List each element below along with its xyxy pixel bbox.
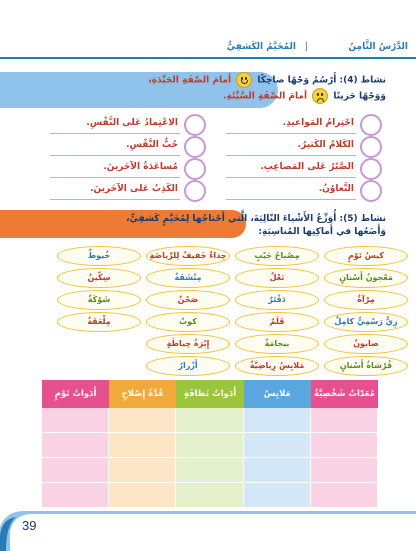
sorting-table <box>42 380 378 508</box>
trait-underline <box>226 177 356 178</box>
item-oval[interactable]: زِيٌّ رَسْمِيٌّ كامِلٌ <box>324 312 408 332</box>
trait-underline <box>50 177 180 178</box>
table-cell[interactable] <box>109 458 176 483</box>
trait-text: الكَذِبُ عَلى الآخَرينَ. <box>90 184 178 194</box>
item-oval[interactable]: حِذاءٌ خَفيفٌ لِلرِّياضَةِ <box>146 246 230 266</box>
page-number: 39 <box>22 518 37 533</box>
table-cell[interactable] <box>311 408 378 433</box>
answer-circle[interactable] <box>360 114 382 136</box>
header-separator: | <box>304 41 308 52</box>
trait-item <box>16 136 206 158</box>
item-oval[interactable]: صَحْنٌ <box>146 290 230 310</box>
item-oval[interactable]: كيسُ نَوْمٍ <box>324 246 408 266</box>
item-oval[interactable]: مَلابِسُ رِياضِيَّةٌ <box>235 356 319 376</box>
sad-face-icon <box>312 88 328 104</box>
footer-wave <box>0 505 416 551</box>
activity5-label: نشاط (5): <box>339 214 386 224</box>
item-oval[interactable]: فُرْشاةُ أَسْنانٍ <box>324 356 408 376</box>
item-oval[interactable]: مِنْشَفَةٌ <box>146 268 230 288</box>
activity4-label: نشاط (4): <box>339 75 386 86</box>
item-oval[interactable]: مِلْعَقَةٌ <box>57 312 141 332</box>
trait-item <box>192 158 382 180</box>
table-cell[interactable] <box>109 433 176 458</box>
trait-text: الصَّبْرُ عَلى المَصاعِبِ. <box>260 162 354 172</box>
table-cell[interactable] <box>176 408 243 433</box>
table-column <box>109 380 176 508</box>
item-oval[interactable]: أَزْرارٌ <box>146 356 230 376</box>
lesson-title: الدَّرْسُ الثَّامِنُ <box>348 42 408 52</box>
trait-item <box>16 114 206 136</box>
trait-text: حُبُّ النَّفْسِ. <box>126 140 178 150</box>
trait-underline <box>50 199 180 200</box>
trait-text: احْتِرامُ المَواعيدِ. <box>282 118 354 128</box>
table-cell[interactable] <box>244 408 311 433</box>
table-header: عُدَّةُ إِصْلاحٍ <box>109 380 176 408</box>
item-oval[interactable]: سِكّينٌ <box>57 268 141 288</box>
table-cell[interactable] <box>311 433 378 458</box>
trait-item <box>16 180 206 202</box>
item-oval[interactable]: بيجامَةٌ <box>235 334 319 354</box>
trait-text: التَّعاوُنُ. <box>318 184 354 194</box>
trait-item <box>192 114 382 136</box>
table-cell[interactable] <box>244 458 311 483</box>
item-oval[interactable]: كوبٌ <box>146 312 230 332</box>
table-header: مَلابِسُ <box>244 380 311 408</box>
item-oval[interactable]: شَوْكَةٌ <box>57 290 141 310</box>
table-column <box>176 380 243 508</box>
answer-circle[interactable] <box>360 180 382 202</box>
trait-item <box>192 180 382 202</box>
header-divider <box>0 57 416 59</box>
trait-item <box>192 136 382 158</box>
trait-underline <box>50 133 180 134</box>
item-oval[interactable]: صابونٌ <box>324 334 408 354</box>
table-cell[interactable] <box>176 433 243 458</box>
item-oval[interactable]: دَفْتَرٌ <box>235 290 319 310</box>
item-oval[interactable]: إِبْرَةُ خِياطَةٍ <box>146 334 230 354</box>
trait-text: الكَلامُ الكَثيرُ. <box>297 140 354 150</box>
table-cell[interactable] <box>42 408 109 433</box>
table-cell[interactable] <box>42 458 109 483</box>
table-column <box>311 380 378 508</box>
happy-face-icon <box>236 72 252 88</box>
item-oval[interactable]: مِرْآةٌ <box>324 290 408 310</box>
activity4-instructions: نشاط (4): أَرْسُمُ وَجْهًا ضاحِكًا أمامَ الصِّفَةِ الجَيِّدَةِ، وَوَجْهًا حَزينًا أمامَ الصِّفَةِ السَّيِّئَةِ. <box>26 72 386 104</box>
item-oval[interactable]: مِصْباحُ جَيْبٍ <box>235 246 319 266</box>
item-oval[interactable]: خُيوطٌ <box>57 246 141 266</box>
topic-title: المُخَيَّمُ الكَشفِيُّ <box>226 42 296 52</box>
answer-circle[interactable] <box>360 158 382 180</box>
trait-underline <box>226 133 356 134</box>
answer-circle[interactable] <box>360 136 382 158</box>
trait-text: مُساعَدَةُ الآخَرينَ. <box>103 162 178 172</box>
table-header: مُعَدّاتٌ شَخْصِيَّةٌ <box>311 380 378 408</box>
item-oval[interactable]: مَعْجونُ أَسْنانٍ <box>324 268 408 288</box>
table-cell[interactable] <box>244 433 311 458</box>
trait-underline <box>226 155 356 156</box>
trait-item <box>16 158 206 180</box>
trait-text: الاعْتِمادُ عَلى النَّفْسِ. <box>86 118 178 128</box>
item-oval[interactable]: نَعْلٌ <box>235 268 319 288</box>
table-cell[interactable] <box>176 458 243 483</box>
table-cell[interactable] <box>42 433 109 458</box>
table-cell[interactable] <box>311 458 378 483</box>
table-header: أَدَواتُ نَظافَةٍ <box>176 380 243 408</box>
activity5-instructions: نشاط (5): أُوَزِّعُ الأَشْياءَ التّالِيَةَ، الَّتي أَحْتاجُها لِمُخَيَّمٍ كَشفِيٍّ، وَأَضَعُها في أَماكِنِها المُناسِبَةِ: <box>126 214 386 237</box>
trait-underline <box>226 199 356 200</box>
item-oval[interactable]: قَلَمٌ <box>235 312 319 332</box>
trait-underline <box>50 155 180 156</box>
table-cell[interactable] <box>109 408 176 433</box>
table-column <box>244 380 311 508</box>
table-column <box>42 380 109 508</box>
table-header: أَدَواتُ نَوْمٍ <box>42 380 109 408</box>
